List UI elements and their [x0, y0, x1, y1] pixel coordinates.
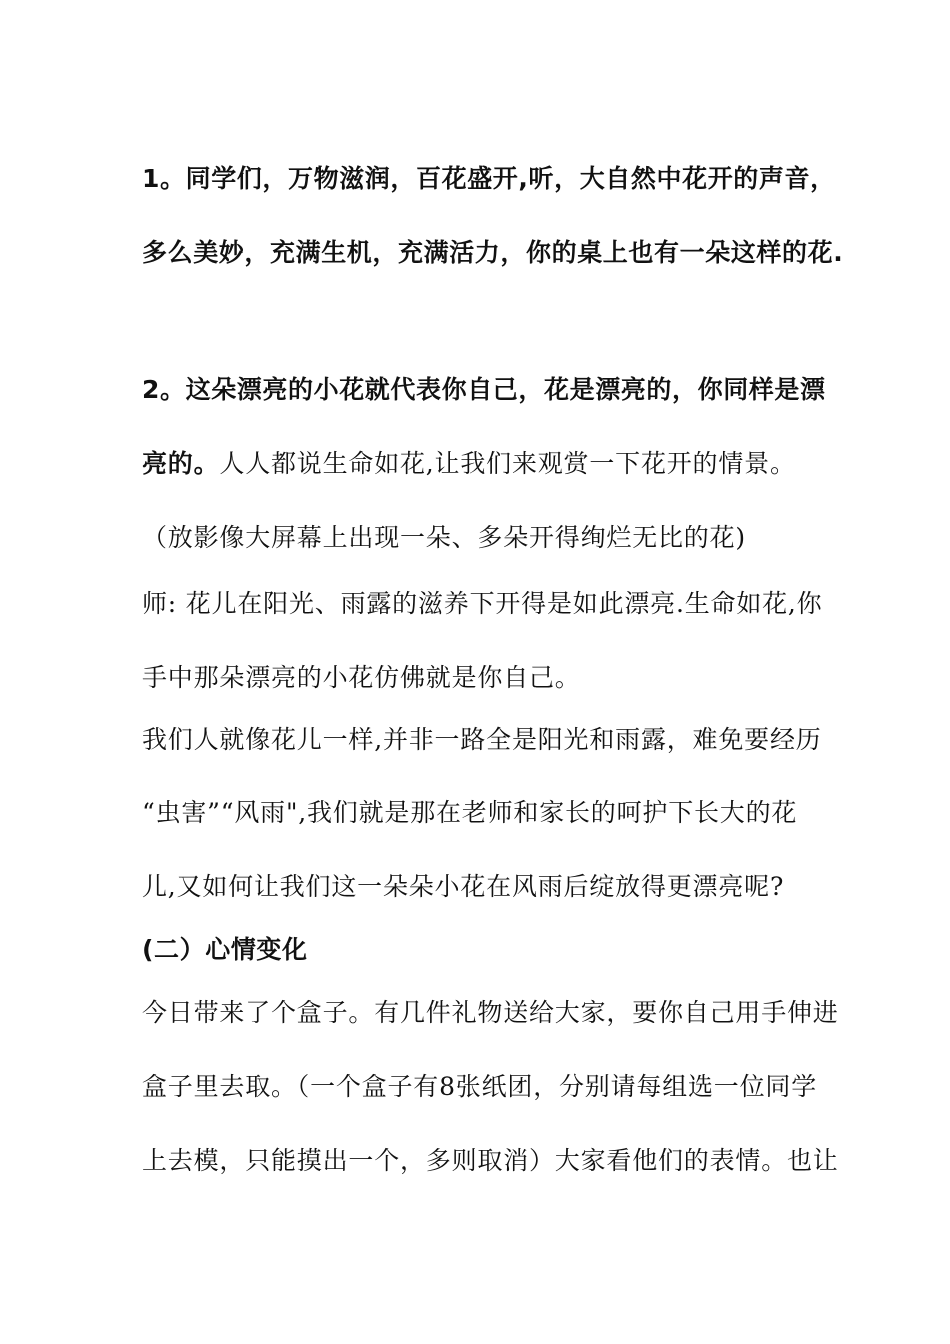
teacher-line-1: 师: 花儿在阳光、雨露的滋养下开得是如此漂亮.生命如花,你 — [142, 589, 823, 618]
paragraph-1-line-1: 1。同学们，万物滋润，百花盛开,听，大自然中花开的声音， — [142, 164, 836, 193]
paragraph-3-line-1: 我们人就像花儿一样,并非一路全是阳光和雨露，难免要经历 — [142, 725, 822, 754]
paragraph-4-line-2: 盒子里去取。（一个盒子有8张纸团，分别请每组选一位同学 — [142, 1072, 818, 1101]
paragraph-1-line-2: 多么美妙，充满生机，充满活力，你的桌上也有一朵这样的花. — [142, 238, 844, 267]
stage-direction: （放影像大屏幕上出现一朵、多朵开得绚烂无比的花) — [142, 523, 746, 552]
paragraph-4-line-1: 今日带来了个盒子。有几件礼物送给大家，要你自己用手伸进 — [142, 998, 839, 1027]
teacher-line-2: 手中那朵漂亮的小花仿佛就是你自己。 — [142, 663, 581, 692]
paragraph-4-line-3: 上去模，只能摸出一个，多则取消）大家看他们的表情。也让 — [142, 1146, 839, 1175]
paragraph-3-line-3: 儿,又如何让我们这一朵朵小花在风雨后绽放得更漂亮呢? — [142, 872, 785, 901]
paragraph-2-line-2 — [142, 446, 796, 482]
section-heading: (二）心情变化 — [142, 935, 308, 964]
paragraph-2-bold-fragment: 亮的。 — [142, 449, 220, 478]
paragraph-2-regular-fragment: 人人都说生命如花,让我们来观赏一下花开的情景。 — [219, 449, 796, 478]
paragraph-2-line-1: 2。这朵漂亮的小花就代表你自己，花是漂亮的，你同样是漂 — [142, 375, 826, 404]
paragraph-3-line-2: “虫害”“风雨",我们就是那在老师和家长的呵护下长大的花 — [142, 798, 798, 827]
